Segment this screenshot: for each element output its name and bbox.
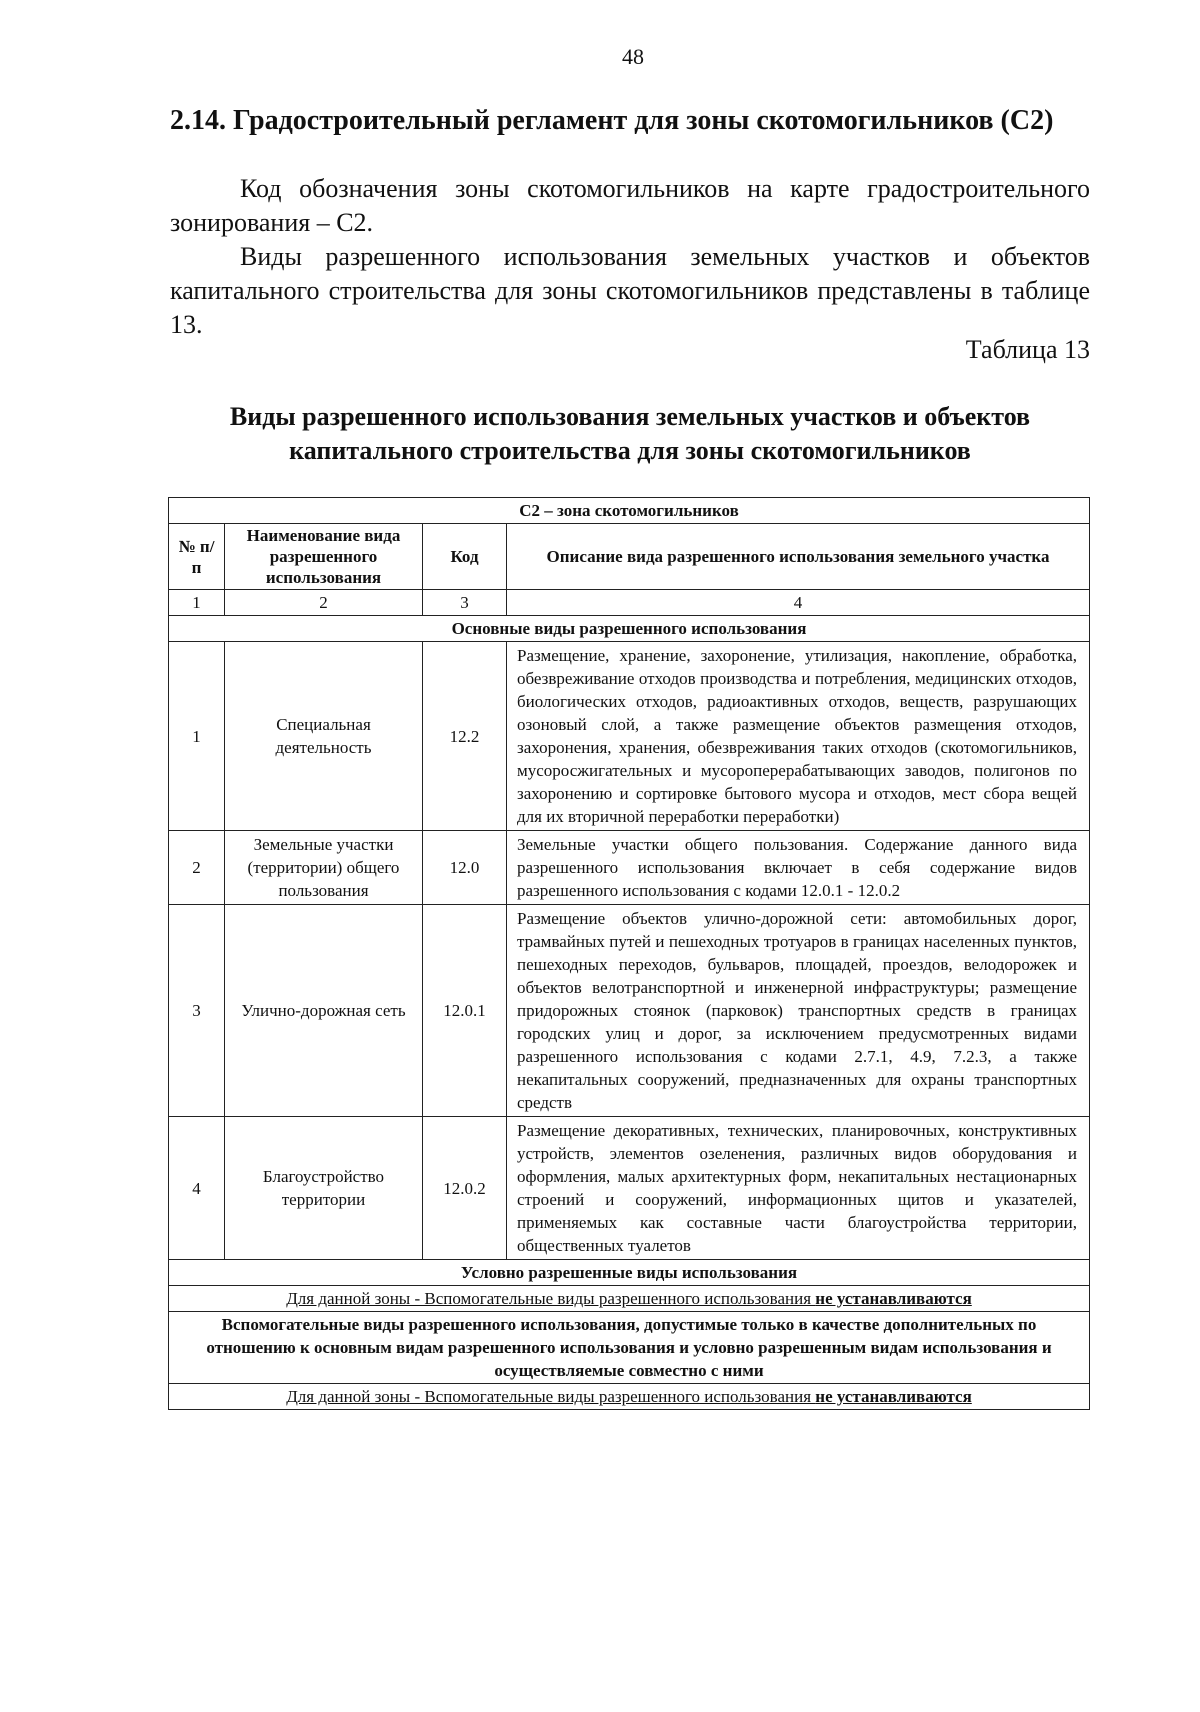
main-section-row <box>169 616 1090 642</box>
column-number: 2 <box>225 590 423 616</box>
row-name: Улично-дорожная сеть <box>225 905 423 1117</box>
conditional-note-emphasis: не устанавливаются <box>815 1289 972 1308</box>
conditional-section-title: Условно разрешенные виды использования <box>169 1260 1090 1286</box>
table-row <box>169 642 1090 831</box>
conditional-section-row <box>169 1260 1090 1286</box>
table-row <box>169 905 1090 1117</box>
row-name: Специальная деятельность <box>225 642 423 831</box>
page-number: 48 <box>622 44 644 69</box>
auxiliary-section-title: Вспомогательные виды разрешенного использования, допустимые только в качестве дополнительных по отношению к основным видам разрешенного использования и условно разрешенным видам использования и осуществляемые совместно с ними <box>169 1312 1090 1384</box>
row-num: 3 <box>169 905 225 1117</box>
column-number: 1 <box>169 590 225 616</box>
zone-code-paragraph: Код обозначения зоны скотомогильников на карте градостроительного зонирования – С2. <box>170 174 1090 237</box>
row-num: 2 <box>169 831 225 905</box>
zone-title-row <box>169 498 1090 524</box>
auxiliary-note <box>169 1384 1090 1410</box>
zone-title: С2 – зона скотомогильников <box>169 498 1090 524</box>
column-number: 4 <box>507 590 1090 616</box>
row-code: 12.0 <box>423 831 507 905</box>
header-description: Описание вида разрешенного использования земельного участка <box>507 524 1090 590</box>
section-heading: 2.14. Градостроительный регламент для зоны скотомогильников (С2) <box>170 105 1054 136</box>
header-row <box>169 524 1090 590</box>
auxiliary-note-text: Для данной зоны - Вспомогательные виды разрешенного использования <box>286 1387 816 1406</box>
conditional-note-row <box>169 1286 1090 1312</box>
header-name: Наименование вида разрешенного использования <box>225 524 423 590</box>
conditional-note-text: Для данной зоны - Вспомогательные виды разрешенного использования <box>286 1289 816 1308</box>
table-row <box>169 831 1090 905</box>
conditional-note <box>169 1286 1090 1312</box>
header-code: Код <box>423 524 507 590</box>
row-num: 1 <box>169 642 225 831</box>
auxiliary-note-emphasis: не устанавливаются <box>815 1387 972 1406</box>
auxiliary-note-row <box>169 1384 1090 1410</box>
row-description: Размещение декоративных, технических, планировочных, конструктивных устройств, элементов озеленения, различных видов оборудования и оформления, малых архитектурных форм, некапитальных нестационарных строений и сооружений, информационных щитов и указателей, применяемых как составные части благоустройства территории, общественных туалетов <box>507 1117 1090 1260</box>
row-description: Размещение объектов улично-дорожной сети: автомобильных дорог, трамвайных путей и пешеходных тротуаров в границах населенных пунктов, пешеходных переходов, бульваров, площадей, проездов, велодорожек и объектов велотранспортной и инженерной инфраструктуры; размещение придорожных стоянок (парковок) транспортных средств в границах городских улиц и дорог, за исключением предусмотренных видами разрешенного использования с кодами 2.7.1, 4.9, 7.2.3, а также некапитальных сооружений, предназначенных для охраны транспортных средств <box>507 905 1090 1117</box>
row-description: Размещение, хранение, захоронение, утилизация, накопление, обработка, обезвреживание отходов производства и потребления, медицинских отходов, биологических отходов, радиоактивных отходов, веществ, разрушающих озоновый слой, а также размещение объектов размещения отходов, захоронения, хранения, обезвреживания таких отходов (скотомогильников, мусоросжигательных и мусороперерабатывающих заводов, полигонов по захоронению и сортировке бытового мусора и отходов, мест сбора вещей для их вторичной переработки переработки) <box>507 642 1090 831</box>
column-number-row <box>169 590 1090 616</box>
table-reference-paragraph: Виды разрешенного использования земельных участков и объектов капитального строительства для зоны скотомогильников представлены в таблице 13. <box>170 242 1090 339</box>
auxiliary-section-row <box>169 1312 1090 1384</box>
header-num: № п/п <box>169 524 225 590</box>
table-label: Таблица 13 <box>965 335 1090 364</box>
row-name: Благоустройство территории <box>225 1117 423 1260</box>
row-description: Земельные участки общего пользования. Содержание данного вида разрешенного использования включает в себя содержание видов разрешенного использования с кодами 12.0.1 - 12.0.2 <box>507 831 1090 905</box>
main-section-title: Основные виды разрешенного использования <box>169 616 1090 642</box>
land-use-table <box>168 497 1090 1410</box>
column-number: 3 <box>423 590 507 616</box>
row-code: 12.0.2 <box>423 1117 507 1260</box>
row-code: 12.2 <box>423 642 507 831</box>
table-title: Виды разрешенного использования земельных участков и объектов капитального строительства для зоны скотомогильников <box>229 402 1031 465</box>
row-code: 12.0.1 <box>423 905 507 1117</box>
row-name: Земельные участки (территории) общего пользования <box>225 831 423 905</box>
table-row <box>169 1117 1090 1260</box>
row-num: 4 <box>169 1117 225 1260</box>
